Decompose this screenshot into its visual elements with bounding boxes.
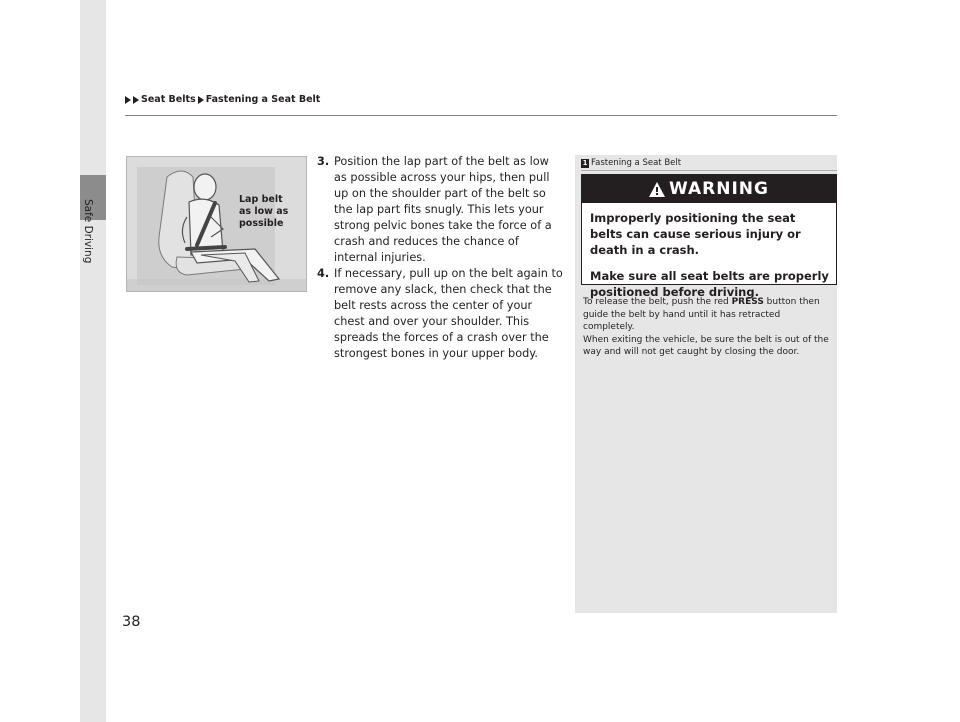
warning-paragraph-2: Make sure all seat belts are properly positioned before driving. (590, 269, 829, 299)
notes-rule (581, 170, 837, 171)
notes-paragraph-1 (583, 296, 833, 334)
illustration-caption (239, 194, 288, 230)
step-number: 3. (317, 155, 330, 168)
notes-text: To release the belt, push the red (583, 297, 732, 307)
step-number: 4. (317, 267, 330, 280)
notes-heading (581, 158, 681, 168)
seat-belt-illustration (126, 156, 307, 292)
step-text: If necessary, pull up on the belt again to remove any slack, then check that the belt rests across the center of your chest and over your shoulder. This spreads the forces of a crash over the strongest bones in your upper body. (334, 267, 563, 360)
warning-text (590, 210, 830, 310)
caption-line-2: as low as (239, 206, 289, 217)
breadcrumb-arrow-icon (198, 96, 204, 104)
warning-paragraph-1: Improperly positioning the seat belts can cause serious injury or death in a crash. (590, 211, 801, 257)
side-tab-label: Safe Driving (82, 199, 94, 264)
notes-paragraph-2: When exiting the vehicle, be sure the belt is out of the way and will not get caught by closing the door. (583, 334, 829, 357)
breadcrumb-arrow-icon (125, 96, 131, 104)
breadcrumb (125, 94, 320, 105)
notes-panel (575, 155, 837, 613)
press-button-label: PRESS (731, 297, 764, 307)
step-3 (317, 154, 563, 266)
reference-badge: 1 (582, 158, 588, 167)
side-tab (80, 0, 106, 722)
breadcrumb-seat-belts[interactable]: Seat Belts (141, 94, 196, 105)
notes-text: button then guide the belt by hand until it has retracted completely. (583, 297, 820, 332)
caption-line-1: Lap belt (239, 194, 283, 205)
step-4 (317, 266, 563, 362)
page-number: 38 (122, 614, 141, 630)
notes-body (583, 296, 833, 359)
instruction-steps (317, 154, 563, 362)
notes-heading-text: Fastening a Seat Belt (591, 158, 682, 168)
warning-box (581, 174, 837, 299)
caption-line-3: possible (239, 218, 284, 229)
step-text: Position the lap part of the belt as low as possible across your hips, then pull up on the shoulder part of the belt so the lap part fits snugly. This lets your strong pelvic bones take the force of a crash and reduces the chance of internal injuries. (334, 155, 552, 264)
breadcrumb-fastening: Fastening a Seat Belt (205, 94, 321, 105)
warning-title: WARNING (669, 179, 769, 199)
header-rule (125, 115, 837, 116)
warning-triangle-icon (649, 182, 665, 197)
warning-header (582, 175, 836, 203)
breadcrumb-arrow-icon (133, 96, 139, 104)
